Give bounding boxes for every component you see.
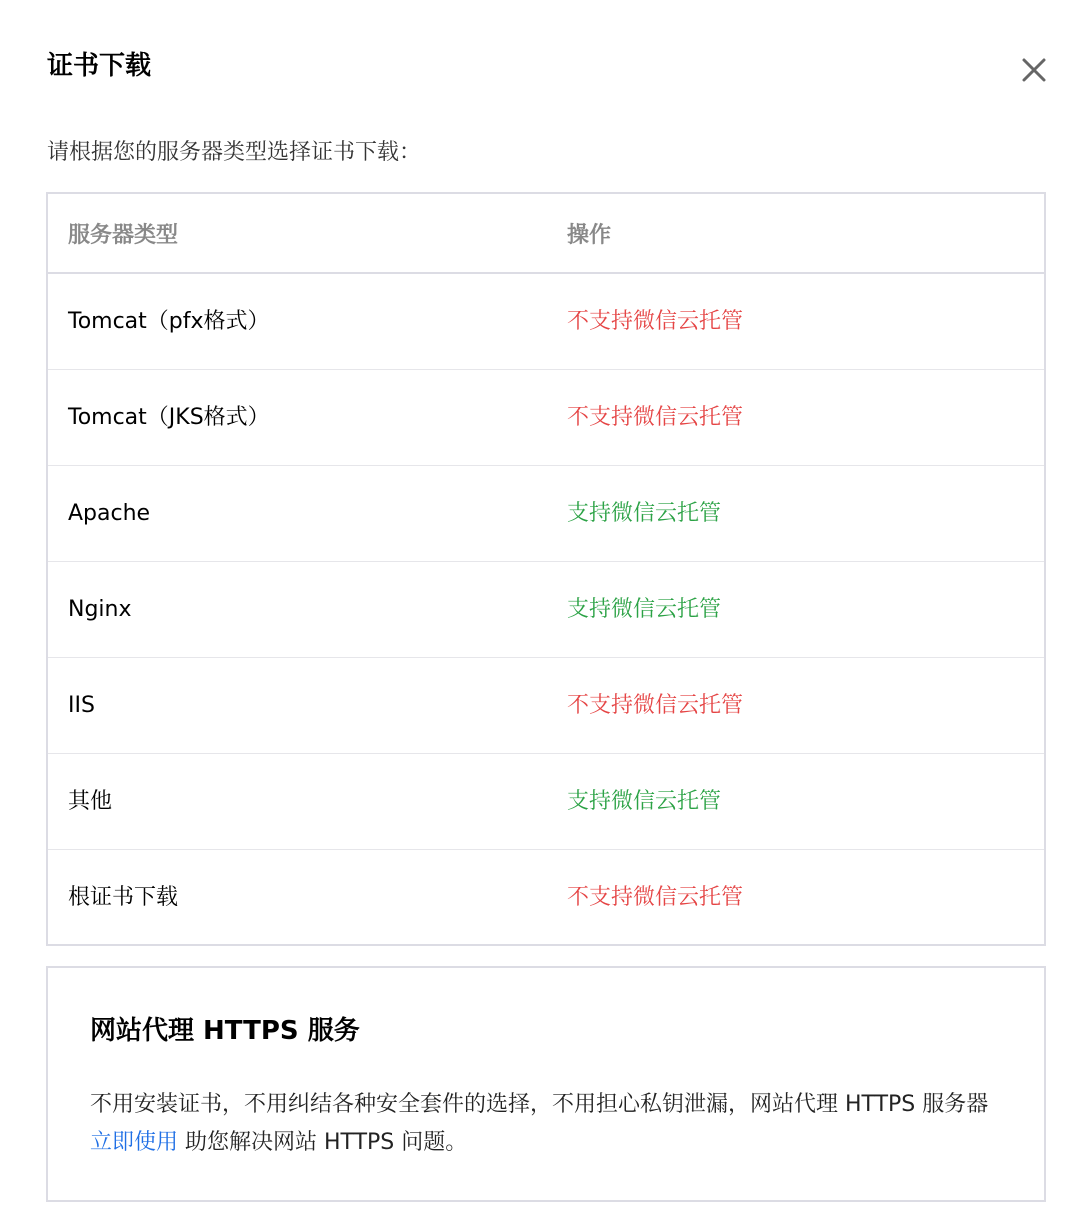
status-cell: 不支持微信云托管 xyxy=(567,404,744,430)
status-cell: 支持微信云托管 xyxy=(567,596,722,622)
server-type-cell: 其他 xyxy=(68,788,113,814)
intro-text: 请根据您的服务器类型选择证书下载： xyxy=(47,140,422,165)
server-type-cell: Nginx xyxy=(68,596,132,622)
table-row xyxy=(48,850,1044,946)
header-server-type: 服务器类型 xyxy=(68,222,179,248)
server-type-cell: Tomcat（JKS格式） xyxy=(68,404,270,430)
server-type-cell: IIS xyxy=(68,692,95,718)
use-now-link[interactable]: 立即使用 xyxy=(90,1130,179,1155)
promo-text xyxy=(90,1086,1010,1162)
status-cell: 不支持微信云托管 xyxy=(567,885,744,910)
status-cell: 不支持微信云托管 xyxy=(567,692,744,718)
server-type-table xyxy=(46,192,1046,946)
server-type-cell: Tomcat（pfx格式） xyxy=(68,308,270,334)
server-type-cell: 根证书下载 xyxy=(68,885,179,910)
status-cell: 不支持微信云托管 xyxy=(567,308,744,334)
dialog-title: 证书下载 xyxy=(47,51,152,81)
header-action: 操作 xyxy=(567,222,612,248)
promo-text-before: 不用安装证书，不用纠结各种安全套件的选择，不用担心私钥泄漏，网站代理 HTTPS 服务器 xyxy=(90,1092,989,1117)
table-row xyxy=(48,754,1044,850)
promo-title: 网站代理 HTTPS 服务 xyxy=(90,1016,360,1046)
https-proxy-promo xyxy=(46,966,1046,1202)
server-type-cell: Apache xyxy=(68,500,151,526)
table-row xyxy=(48,562,1044,658)
status-cell: 支持微信云托管 xyxy=(567,500,722,526)
promo-text-after: 助您解决网站 HTTPS 问题。 xyxy=(178,1130,468,1155)
table-row xyxy=(48,370,1044,466)
status-cell: 支持微信云托管 xyxy=(567,788,722,814)
table-row xyxy=(48,466,1044,562)
close-icon[interactable] xyxy=(1018,54,1050,86)
table-header xyxy=(48,194,1044,274)
table-row xyxy=(48,658,1044,754)
table-row xyxy=(48,274,1044,370)
